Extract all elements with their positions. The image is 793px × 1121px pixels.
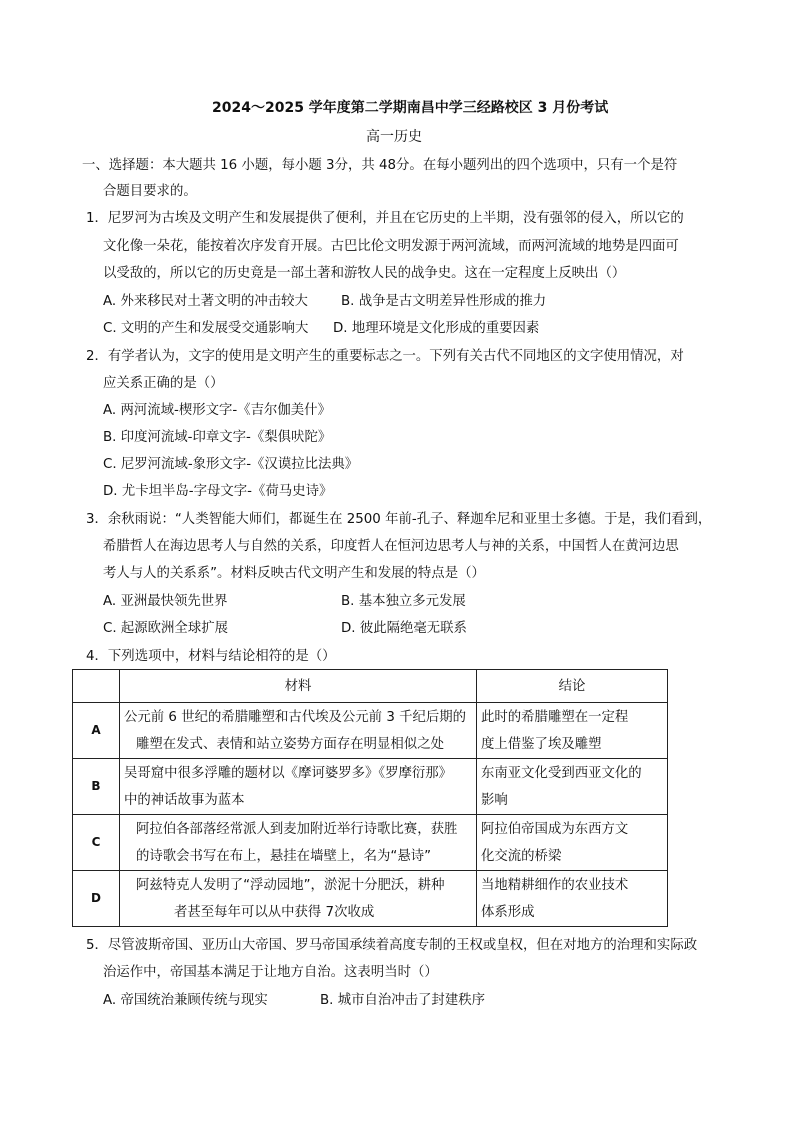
cell-line: 公元前 6 世纪的希腊雕塑和古代埃及公元前 3 千纪后期的	[124, 709, 467, 725]
cell-line: 化交流的桥梁	[481, 848, 562, 864]
comparison-table	[72, 669, 668, 927]
option-a: A. 两河流域-楔形文字-《吉尔伽美什》	[103, 403, 331, 418]
cell-line: 阿拉伯各部落经常派人到麦加附近举行诗歌比赛，获胜	[136, 821, 458, 837]
cell-line: 体系形成	[481, 904, 535, 920]
cell-line: 此时的希腊雕塑在一定程	[481, 709, 629, 725]
question-text: 4．下列选项中，材料与结论相符的是（）	[86, 649, 336, 664]
cell-line: 中的神话故事为蓝本	[124, 792, 245, 808]
table-header-row	[73, 670, 668, 703]
section-instructions-cont: 合题目要求的。	[103, 184, 197, 199]
row-label: A	[73, 703, 120, 759]
option-d: D. 地理环境是文化形成的重要因素	[333, 321, 540, 336]
option-d: D. 尤卡坦半岛-字母文字-《荷马史诗》	[103, 484, 333, 499]
option-a: A. 外来移民对土著文明的冲击较大	[103, 294, 308, 309]
row-label: B	[73, 759, 120, 815]
option-b: B. 基本独立多元发展	[341, 594, 466, 609]
material-cell	[120, 871, 477, 927]
conclusion-cell	[477, 759, 668, 815]
cell-line: 吴哥窟中很多浮雕的题材以《摩诃婆罗多》《罗摩衍那》	[124, 765, 453, 781]
material-cell	[120, 759, 477, 815]
question-text: 以受敌的，所以它的历史竟是一部土著和游牧人民的战争史。这在一定程度上反映出（）	[103, 266, 626, 281]
cell-line: 东南亚文化受到西亚文化的	[481, 765, 642, 781]
question-text: 希腊哲人在海边思考人与自然的关系，印度哲人在恒河边思考人与神的关系，中国哲人在黄河边思	[103, 539, 679, 554]
option-d: D. 彼此隔绝毫无联系	[341, 621, 467, 636]
exam-subtitle: 高一历史	[366, 129, 422, 145]
cell-line: 雕塑在发式、表情和站立姿势方面存在明显相似之处	[136, 736, 444, 752]
cell-line: 阿兹特克人发明了“浮动园地”，淤泥十分肥沃，耕种	[136, 877, 445, 893]
material-cell	[120, 815, 477, 871]
question-text: 3．余秋雨说：“人类智能大师们，都诞生在 2500 年前-孔子、释迦牟尼和亚里士多德。于是，我们看到，	[86, 512, 712, 527]
option-b: B. 城市自治冲击了封建秩序	[320, 993, 485, 1008]
cell-line: 影响	[481, 792, 508, 808]
question-text: 1．尼罗河为古埃及文明产生和发展提供了便利，并且在它历史的上半期，没有强邻的侵入，所以它的	[86, 211, 684, 226]
table-header-cell	[73, 670, 120, 703]
question-text: 应关系正确的是（）	[103, 376, 224, 391]
cell-line: 者甚至每年可以从中获得 7次收成	[174, 904, 375, 920]
conclusion-cell	[477, 871, 668, 927]
question-text: 文化像一朵花，能按着次序发育开展。古巴比伦文明发源于两河流域，而两河流域的地势是四面可	[103, 239, 679, 254]
option-a: A. 帝国统治兼顾传统与现实	[103, 993, 268, 1008]
conclusion-cell	[477, 815, 668, 871]
table-row	[73, 871, 668, 927]
table-row	[73, 703, 668, 759]
cell-line: 当地精耕细作的农业技术	[481, 877, 629, 893]
section-instructions: 一、选择题：本大题共 16 小题，每小题 3分，共 48分。在每小题列出的四个选项中，只有一个是符	[82, 158, 678, 173]
row-label: C	[73, 815, 120, 871]
question-text: 2．有学者认为，文字的使用是文明产生的重要标志之一。下列有关古代不同地区的文字使用情况，对	[86, 349, 684, 364]
table-header-conclusion: 结论	[477, 670, 668, 703]
option-b: B. 战争是古文明差异性形成的推力	[341, 294, 547, 309]
question-text: 治运作中，帝国基本满足于让地方自治。这表明当时（）	[103, 965, 438, 980]
cell-line: 的诗歌会书写在布上，悬挂在墙壁上，名为“悬诗”	[136, 848, 432, 864]
option-a: A. 亚洲最快领先世界	[103, 594, 228, 609]
option-b: B. 印度河流域-印章文字-《梨俱吠陀》	[103, 430, 332, 445]
material-cell	[120, 703, 477, 759]
question-text: 考人与人的关系系”。材料反映古代文明产生和发展的特点是（）	[103, 566, 485, 581]
option-c: C. 文明的产生和发展受交通影响大	[103, 321, 309, 336]
option-c: C. 尼罗河流域-象形文字-《汉谟拉比法典》	[103, 457, 359, 472]
table-row	[73, 815, 668, 871]
question-text: 5．尽管波斯帝国、亚历山大帝国、罗马帝国承续着高度专制的王权或皇权，但在对地方的治理和实际政	[86, 938, 698, 953]
table-header-material: 材料	[120, 670, 477, 703]
cell-line: 阿拉伯帝国成为东西方文	[481, 821, 629, 837]
cell-line: 度上借鉴了埃及雕塑	[481, 736, 602, 752]
option-c: C. 起源欧洲全球扩展	[103, 621, 228, 636]
conclusion-cell	[477, 703, 668, 759]
table-row	[73, 759, 668, 815]
row-label: D	[73, 871, 120, 927]
exam-title: 2024～2025 学年度第二学期南昌中学三经路校区 3 月份考试	[212, 100, 609, 116]
